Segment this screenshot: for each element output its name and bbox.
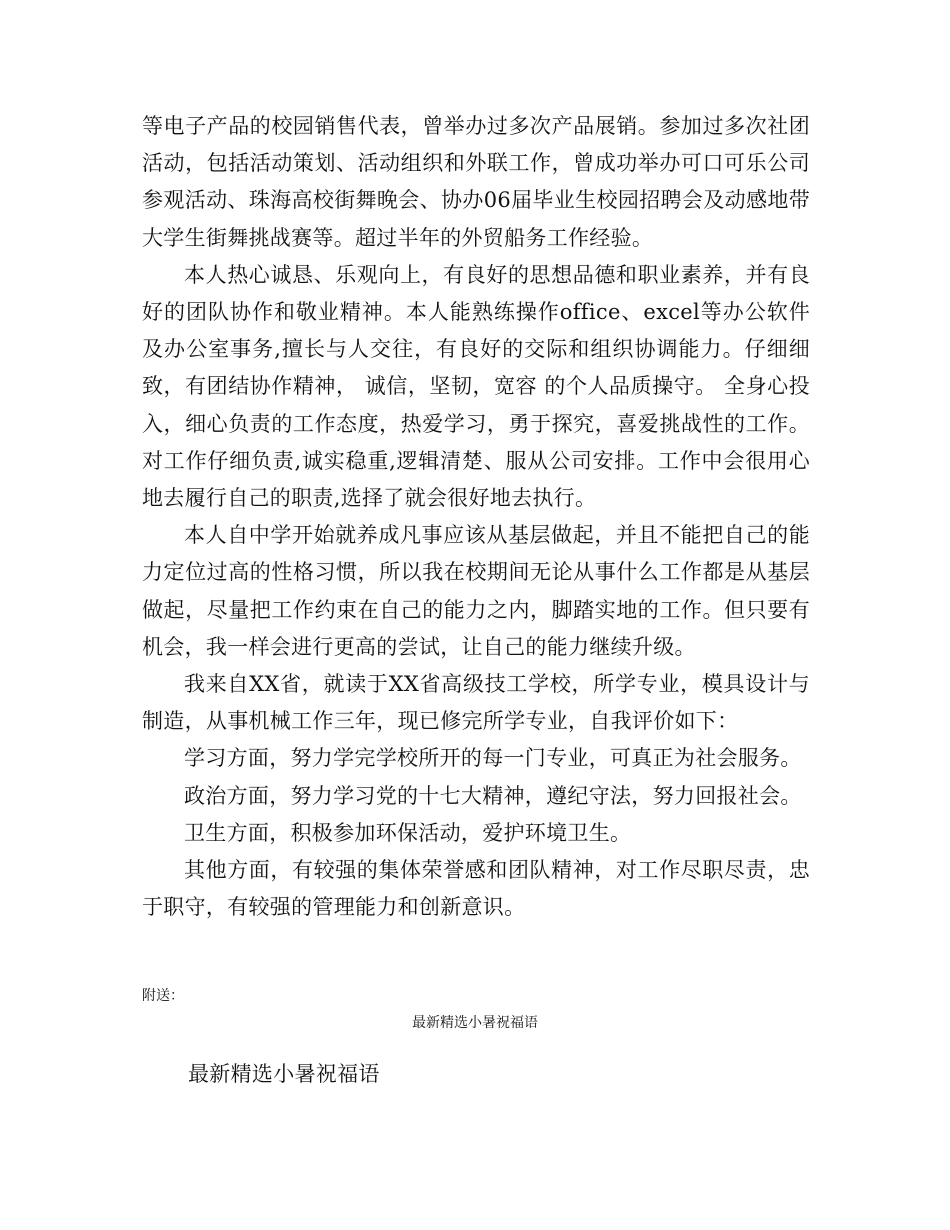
paragraph-work-attitude: 本人自中学开始就养成凡事应该从基层做起，并且不能把自己的能力定位过高的性格习惯，所以我在校期间无论从事什么工作都是从基层做起，尽量把工作约束在自己的能力之内，脚踏实地的工作。但只要有机会，我一样会进行更高的尝试，让自己的能力继续升级。	[142, 523, 810, 659]
document-body	[142, 108, 810, 926]
paragraph-personality: 本人热心诚恳、乐观向上，有良好的思想品德和职业素养，并有良好的团队协作和敬业精神。本人能熟练操作office、excel等办公软件及办公室事务,擅长与人交往，有良好的交际和组织协调能力。仔细细致，有团结协作精神， 诚信，坚韧，宽容 的个人品质操守。 全身心投入，细心负责的工作态度，热爱学习，勇于探究，喜爱挑战性的工作。对工作仔细负责,诚实稳重,逻辑清楚、服从公司安排。工作中会很用心地去履行自己的职责,选择了就会很好地去执行。	[142, 262, 810, 511]
appendix-label: 附送：	[142, 988, 184, 1004]
paragraph-experience: 等电子产品的校园销售代表，曾举办过多次产品展销。参加过多次社团活动，包括活动策划、活动组织和外联工作，曾成功举办可口可乐公司参观活动、珠海高校街舞晚会、协办06届毕业生校园招聘会及动感地带大学生街舞挑战赛等。超过半年的外贸船务工作经验。	[142, 114, 810, 250]
paragraph-politics: 政治方面，努力学习党的十七大精神，遵纪守法，努力回报社会。	[184, 783, 802, 808]
paragraph-background: 我来自XX省，就读于XX省高级技工学校，所学专业，模具设计与制造，从事机械工作三年，现已修完所学专业，自我评价如下：	[142, 672, 810, 734]
appendix-title: 最新精选小暑祝福语	[412, 1015, 538, 1031]
paragraph-other: 其他方面，有较强的集体荣誉感和团队精神，对工作尽职尽责，忠于职守，有较强的管理能力和创新意识。	[142, 858, 810, 920]
paragraph-study: 学习方面，努力学完学校所开的每一门专业，可真正为社会服务。	[184, 746, 802, 771]
appendix-heading: 最新精选小暑祝福语	[188, 1062, 380, 1086]
paragraph-hygiene: 卫生方面，积极参加环保活动，爱护环境卫生。	[184, 820, 632, 845]
